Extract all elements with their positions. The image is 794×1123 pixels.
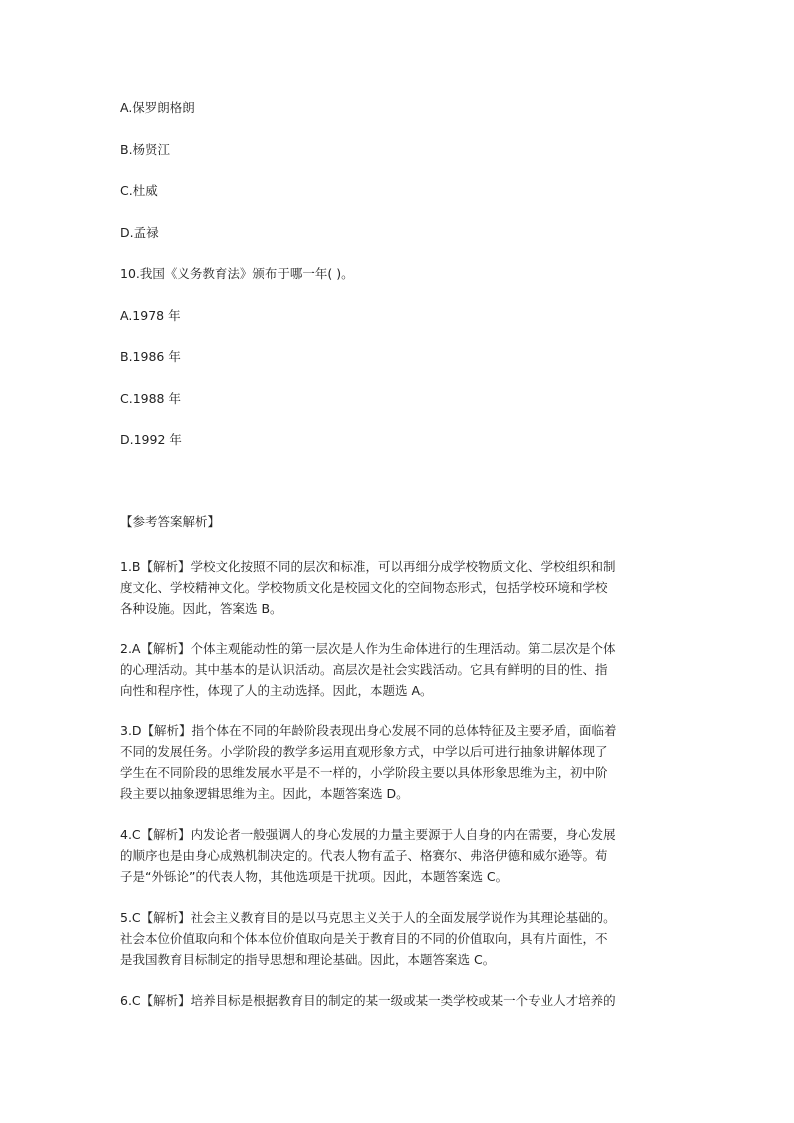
explanation-3 xyxy=(120,720,676,804)
explanation-line: 不同的发展任务。小学阶段的教学多运用直观形象方式，中学以后可进行抽象讲解体现了 xyxy=(120,744,608,759)
explanation-line: 子是“外铄论”的代表人物，其他选项是干扰项。因此，本题答案选 C。 xyxy=(120,869,509,884)
explanation-line: 5.C【解析】社会主义教育目的是以马克思主义关于人的全面发展学说作为其理论基础的。 xyxy=(120,910,616,925)
explanation-line: 段主要以抽象逻辑思维为主。因此，本题答案选 D。 xyxy=(120,786,409,801)
explanation-line: 度文化、学校精神文化。学校物质文化是校园文化的空间物态形式，包括学校环境和学校 xyxy=(120,580,608,595)
q10-option-d: D.1992 年 xyxy=(120,432,182,447)
explanation-line: 3.D【解析】指个体在不同的年龄阶段表现出身心发展不同的总体特征及主要矛盾，面临着 xyxy=(120,723,617,738)
explanation-line: 向性和程序性，体现了人的主动选择。因此，本题选 A。 xyxy=(120,683,433,698)
explanation-line: 1.B【解析】学校文化按照不同的层次和标准，可以再细分成学校物质文化、学校组织和制 xyxy=(120,559,616,574)
explanation-line: 的心理活动。其中基本的是认识活动。高层次是社会实践活动。它具有鲜明的目的性、指 xyxy=(120,662,608,677)
q10-stem: 10.我国《义务教育法》颁布于哪一年( )。 xyxy=(120,266,354,281)
explanation-line: 社会本位价值取向和个体本位价值取向是关于教育目的不同的价值取向，具有片面性，不 xyxy=(120,931,608,946)
explanation-line: 2.A【解析】个体主观能动性的第一层次是人作为生命体进行的生理活动。第二层次是个体 xyxy=(120,641,616,656)
q9-option-d: D.孟禄 xyxy=(120,225,159,240)
explanation-2 xyxy=(120,638,676,701)
q10-option-c: C.1988 年 xyxy=(120,391,181,406)
explanation-line: 学生在不同阶段的思维发展水平是不一样的，小学阶段主要以具体形象思维为主，初中阶 xyxy=(120,765,608,780)
explanation-line: 4.C【解析】内发论者一般强调人的身心发展的力量主要源于人自身的内在需要，身心发展 xyxy=(120,827,616,842)
answer-section-title: 【参考答案解析】 xyxy=(120,514,221,529)
explanation-6 xyxy=(120,990,676,1011)
q9-option-a: A.保罗朗格朗 xyxy=(120,100,195,115)
explanation-line: 是我国教育目标制定的指导思想和理论基础。因此，本题答案选 C。 xyxy=(120,952,496,967)
explanation-1 xyxy=(120,556,676,619)
explanation-line: 各种设施。因此，答案选 B。 xyxy=(120,601,283,616)
q10-option-b: B.1986 年 xyxy=(120,349,181,364)
explanation-5 xyxy=(120,907,676,970)
q9-option-c: C.杜威 xyxy=(120,183,158,198)
explanation-line: 6.C【解析】培养目标是根据教育目的制定的某一级或某一类学校或某一个专业人才培养的 xyxy=(120,993,616,1008)
explanation-line: 的顺序也是由身心成熟机制决定的。代表人物有孟子、格赛尔、弗洛伊德和威尔逊等。荀 xyxy=(120,848,608,863)
q9-option-b: B.杨贤江 xyxy=(120,142,171,157)
explanation-4 xyxy=(120,824,676,887)
q10-option-a: A.1978 年 xyxy=(120,308,181,323)
